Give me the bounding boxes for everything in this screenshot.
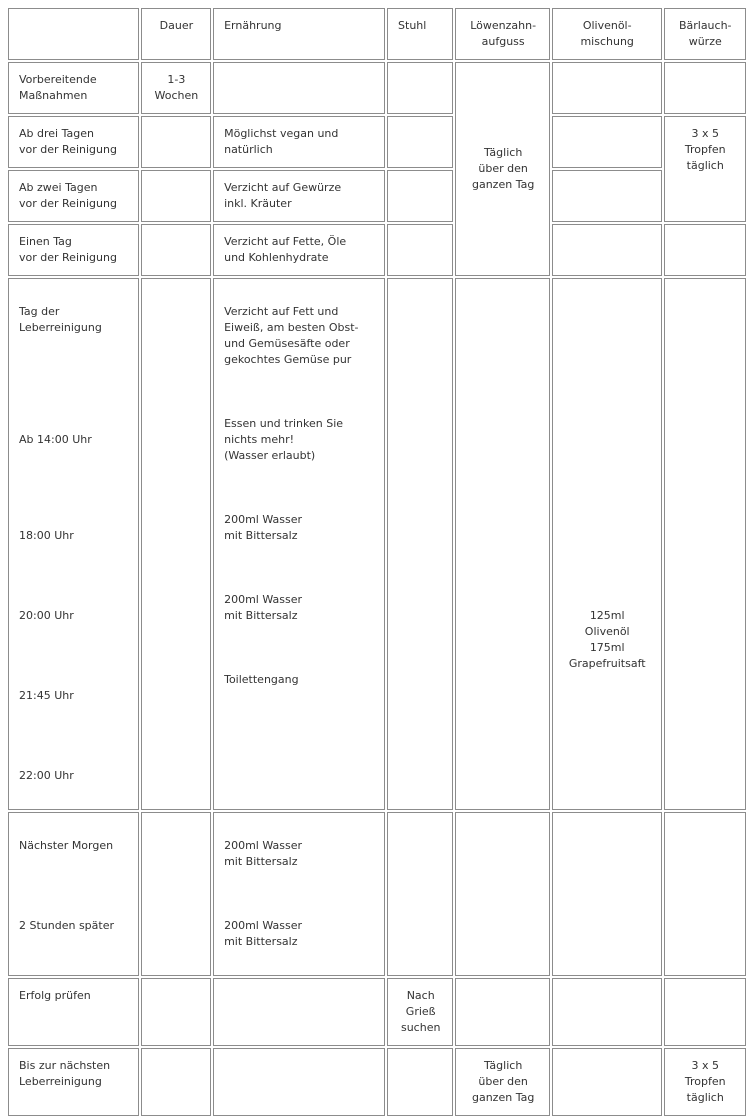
baerlauch-cell xyxy=(664,224,747,276)
header-dauer: Dauer xyxy=(141,8,211,60)
olivenoel-cell xyxy=(552,812,662,976)
loewenzahn-span-cell: Täglich über den ganzen Tag xyxy=(455,62,550,276)
row-erfolg-pruefen xyxy=(8,978,746,1046)
header-baerlauch: Bärlauch- würze xyxy=(664,8,747,60)
stuhl-cell: Nach Grieß suchen xyxy=(387,978,453,1046)
olivenoel-cell xyxy=(552,170,662,222)
phase-2000: 20:00 Uhr xyxy=(19,609,74,622)
header-empty-cell xyxy=(8,8,139,60)
dauer-cell xyxy=(141,1048,211,1116)
row-vorbereitend xyxy=(8,62,746,114)
baerlauch-cell: 3 x 5 Tropfen täglich xyxy=(664,1048,747,1116)
phase-tag: Tag der Leberreinigung xyxy=(19,305,102,334)
header-olivenoel: Olivenöl- mischung xyxy=(552,8,662,60)
loewenzahn-cell xyxy=(455,812,550,976)
stuhl-cell xyxy=(387,116,453,168)
ernaehrung-cell: Verzicht auf Fette, Öle und Kohlenhydrate xyxy=(213,224,385,276)
loewenzahn-cell xyxy=(455,978,550,1046)
loewenzahn-cell xyxy=(455,278,550,810)
olivenoel-cell xyxy=(552,224,662,276)
row-naechster-morgen xyxy=(8,812,746,976)
row-zwei-tage xyxy=(8,170,746,222)
phase-cell: Einen Tag vor der Reinigung xyxy=(8,224,139,276)
dauer-cell xyxy=(141,278,211,810)
baerlauch-cell xyxy=(664,278,747,810)
baerlauch-span-cell: 3 x 5 Tropfen täglich xyxy=(664,116,747,222)
baerlauch-cell xyxy=(664,62,747,114)
stuhl-cell xyxy=(387,1048,453,1116)
phase-cell: Ab zwei Tagen vor der Reinigung xyxy=(8,170,139,222)
ernaehrung-zwei-stunden: 200ml Wasser mit Bittersalz xyxy=(224,919,303,948)
phase-morgen: Nächster Morgen xyxy=(19,839,114,852)
ernaehrung-cell xyxy=(213,978,385,1046)
stuhl-cell xyxy=(387,62,453,114)
header-stuhl: Stuhl xyxy=(387,8,453,60)
row-ein-tag xyxy=(8,224,746,276)
ernaehrung-cell xyxy=(213,812,385,976)
row-drei-tage xyxy=(8,116,746,168)
ernaehrung-1800: 200ml Wasser mit Bittersalz xyxy=(224,513,303,542)
olivenoel-cell xyxy=(552,116,662,168)
phase-2200: 22:00 Uhr xyxy=(19,769,74,782)
phase-cell: Bis zur nächsten Leberreinigung xyxy=(8,1048,139,1116)
ernaehrung-morgen: 200ml Wasser mit Bittersalz xyxy=(224,839,303,868)
header-row xyxy=(8,8,746,60)
dauer-cell xyxy=(141,224,211,276)
row-tag-der-leberreinigung xyxy=(8,278,746,810)
olivenoel-mischung-text: 125ml Olivenöl 175ml Grapefruitsaft xyxy=(568,609,646,670)
dauer-cell xyxy=(141,978,211,1046)
olivenoel-cell xyxy=(552,62,662,114)
phase-2145: 21:45 Uhr xyxy=(19,689,74,702)
ernaehrung-tag: Verzicht auf Fett und Eiweiß, am besten Obst- und Gemüsesäfte oder gekochtes Gemüse pur xyxy=(224,305,359,366)
ernaehrung-cell: Möglichst vegan und natürlich xyxy=(213,116,385,168)
stuhl-cell xyxy=(387,278,453,810)
olivenoel-cell xyxy=(552,278,662,810)
baerlauch-cell xyxy=(664,978,747,1046)
ernaehrung-cell xyxy=(213,1048,385,1116)
stuhl-cell xyxy=(387,812,453,976)
ernaehrung-1400: Essen und trinken Sie nichts mehr! (Wasser erlaubt) xyxy=(224,417,344,462)
ernaehrung-cell xyxy=(213,62,385,114)
phase-1400: Ab 14:00 Uhr xyxy=(19,433,92,446)
stuhl-cell xyxy=(387,170,453,222)
dauer-cell xyxy=(141,170,211,222)
dauer-cell xyxy=(141,116,211,168)
loewenzahn-cell: Täglich über den ganzen Tag xyxy=(455,1048,550,1116)
dauer-cell xyxy=(141,812,211,976)
phase-cell xyxy=(8,812,139,976)
ernaehrung-cell: Verzicht auf Gewürze inkl. Kräuter xyxy=(213,170,385,222)
phase-1800: 18:00 Uhr xyxy=(19,529,74,542)
ernaehrung-2145: Toilettengang xyxy=(224,673,299,686)
dauer-cell: 1-3 Wochen xyxy=(141,62,211,114)
leberreinigung-table xyxy=(6,6,748,1118)
row-bis-zur-naechsten xyxy=(8,1048,746,1116)
olivenoel-cell xyxy=(552,978,662,1046)
ernaehrung-cell xyxy=(213,278,385,810)
phase-cell: Vorbereitende Maßnahmen xyxy=(8,62,139,114)
olivenoel-cell xyxy=(552,1048,662,1116)
baerlauch-cell xyxy=(664,812,747,976)
phase-zwei-stunden: 2 Stunden später xyxy=(19,919,115,932)
phase-cell: Ab drei Tagen vor der Reinigung xyxy=(8,116,139,168)
header-loewenzahn: Löwenzahn- aufguss xyxy=(455,8,550,60)
stuhl-cell xyxy=(387,224,453,276)
phase-cell xyxy=(8,278,139,810)
ernaehrung-2000: 200ml Wasser mit Bittersalz xyxy=(224,593,303,622)
phase-cell: Erfolg prüfen xyxy=(8,978,139,1046)
header-ernaehrung: Ernährung xyxy=(213,8,385,60)
